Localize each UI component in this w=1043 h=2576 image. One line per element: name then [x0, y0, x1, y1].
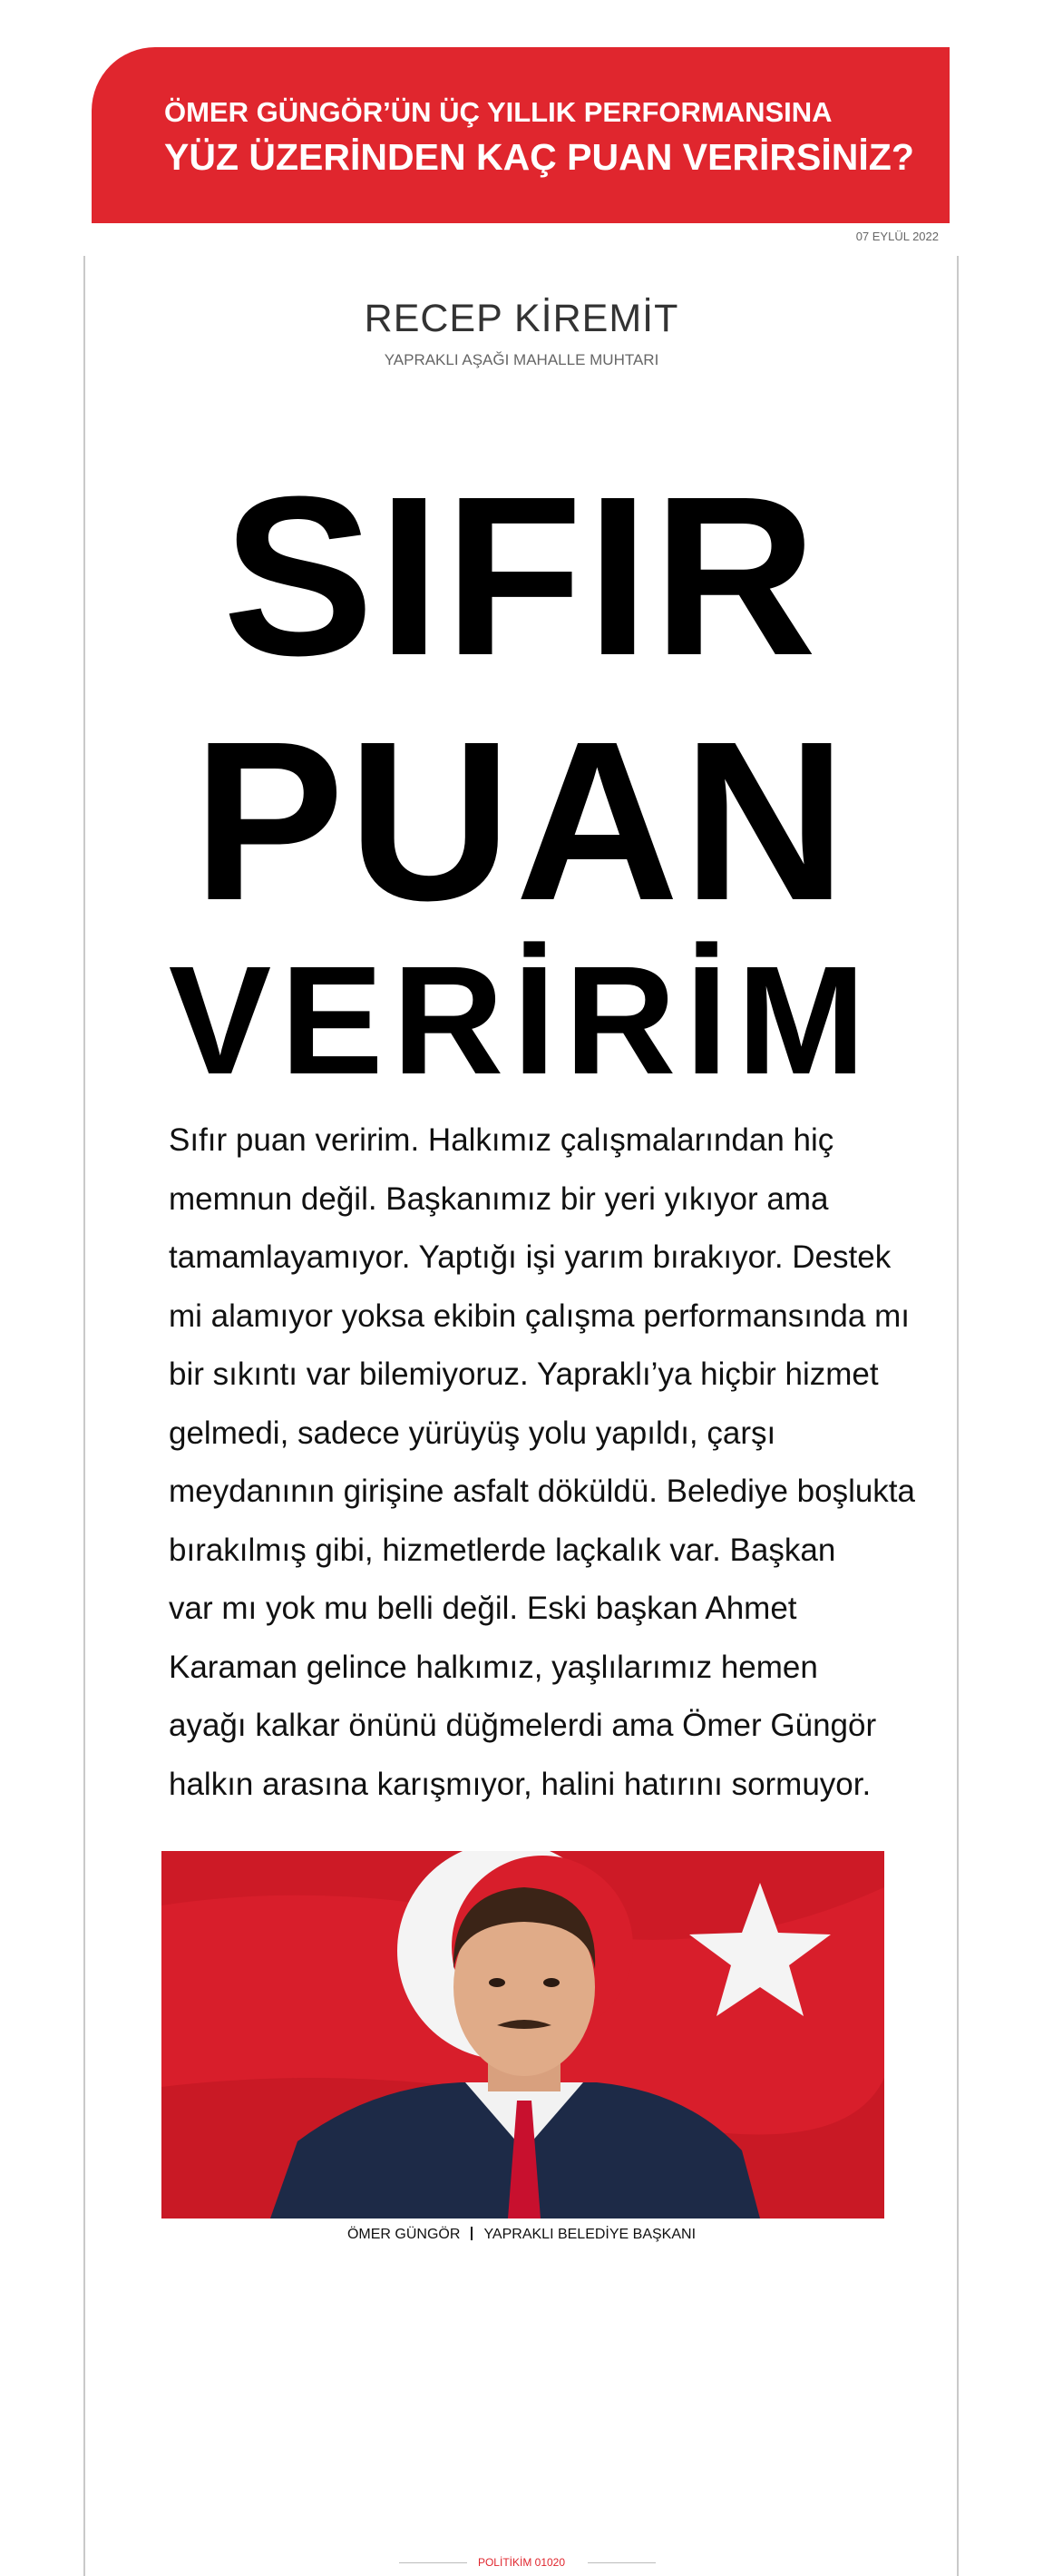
article-body — [169, 1112, 915, 1814]
article-body-line: meydanının girişine asfalt döküldü. Belediye boşlukta — [169, 1474, 915, 1509]
photo-caption — [0, 2227, 1043, 2243]
article-body-line: ayağı kalkar önünü düğmelerdi ama Ömer Güngör — [169, 1708, 877, 1743]
publish-date: 07 EYLÜL 2022 — [855, 230, 939, 243]
headline-line1: SIFIR — [222, 449, 821, 702]
article-body-line: mi alamıyor yoksa ekibin çalışma performansında mı — [169, 1298, 910, 1334]
article-body-line: gelmedi, sadece yürüyüş yolu yapıldı, çarşı — [169, 1415, 776, 1451]
author-name: RECEP KİREMİT — [364, 297, 679, 340]
article-body-line: halkın arasına karışmıyor, halini hatırını sormuyor. — [169, 1766, 872, 1802]
caption-role: YAPRAKLI BELEDİYE BAŞKANI — [483, 2227, 697, 2242]
caption-separator — [471, 2227, 473, 2240]
portrait-illustration — [161, 1851, 884, 2218]
caption-name: ÖMER GÜNGÖR — [346, 2227, 461, 2242]
footer-rule-right — [588, 2562, 656, 2563]
article-body-line: bir sıkıntı var bilemiyoruz. Yapraklı’ya hiçbir hizmet — [169, 1357, 879, 1392]
article-body-line: Sıfır puan veririm. Halkımız çalışmalarından hiç — [169, 1122, 834, 1158]
headline-line2: PUAN — [192, 694, 851, 947]
footer-label: POLİTİKİM 01020 — [477, 2556, 566, 2569]
header-question-line1: ÖMER GÜNGÖR’ÜN ÜÇ YILLIK PERFORMANSINA — [164, 96, 833, 128]
headline-line3: VERİRİM — [168, 935, 875, 1107]
article-body-line: tamamlayamıyor. Yaptığı işi yarım bırakıyor. Destek — [169, 1239, 892, 1275]
article-body-line: bırakılmış gibi, hizmetlerde laçkalık var. Başkan — [169, 1532, 836, 1568]
article-body-line: var mı yok mu belli değil. Eski başkan Ahmet — [169, 1591, 797, 1626]
author-title: YAPRAKLI AŞAĞI MAHALLE MUHTARI — [384, 351, 659, 368]
article-body-line: Karaman gelince halkımız, yaşlılarımız hemen — [169, 1649, 818, 1685]
mayor-portrait-photo — [161, 1851, 884, 2218]
header-question-line2: YÜZ ÜZERİNDEN KAÇ PUAN VERİRSİNİZ? — [164, 136, 914, 178]
header-banner — [92, 47, 950, 223]
article-body-line: memnun değil. Başkanımız bir yeri yıkıyor ama — [169, 1180, 829, 1217]
